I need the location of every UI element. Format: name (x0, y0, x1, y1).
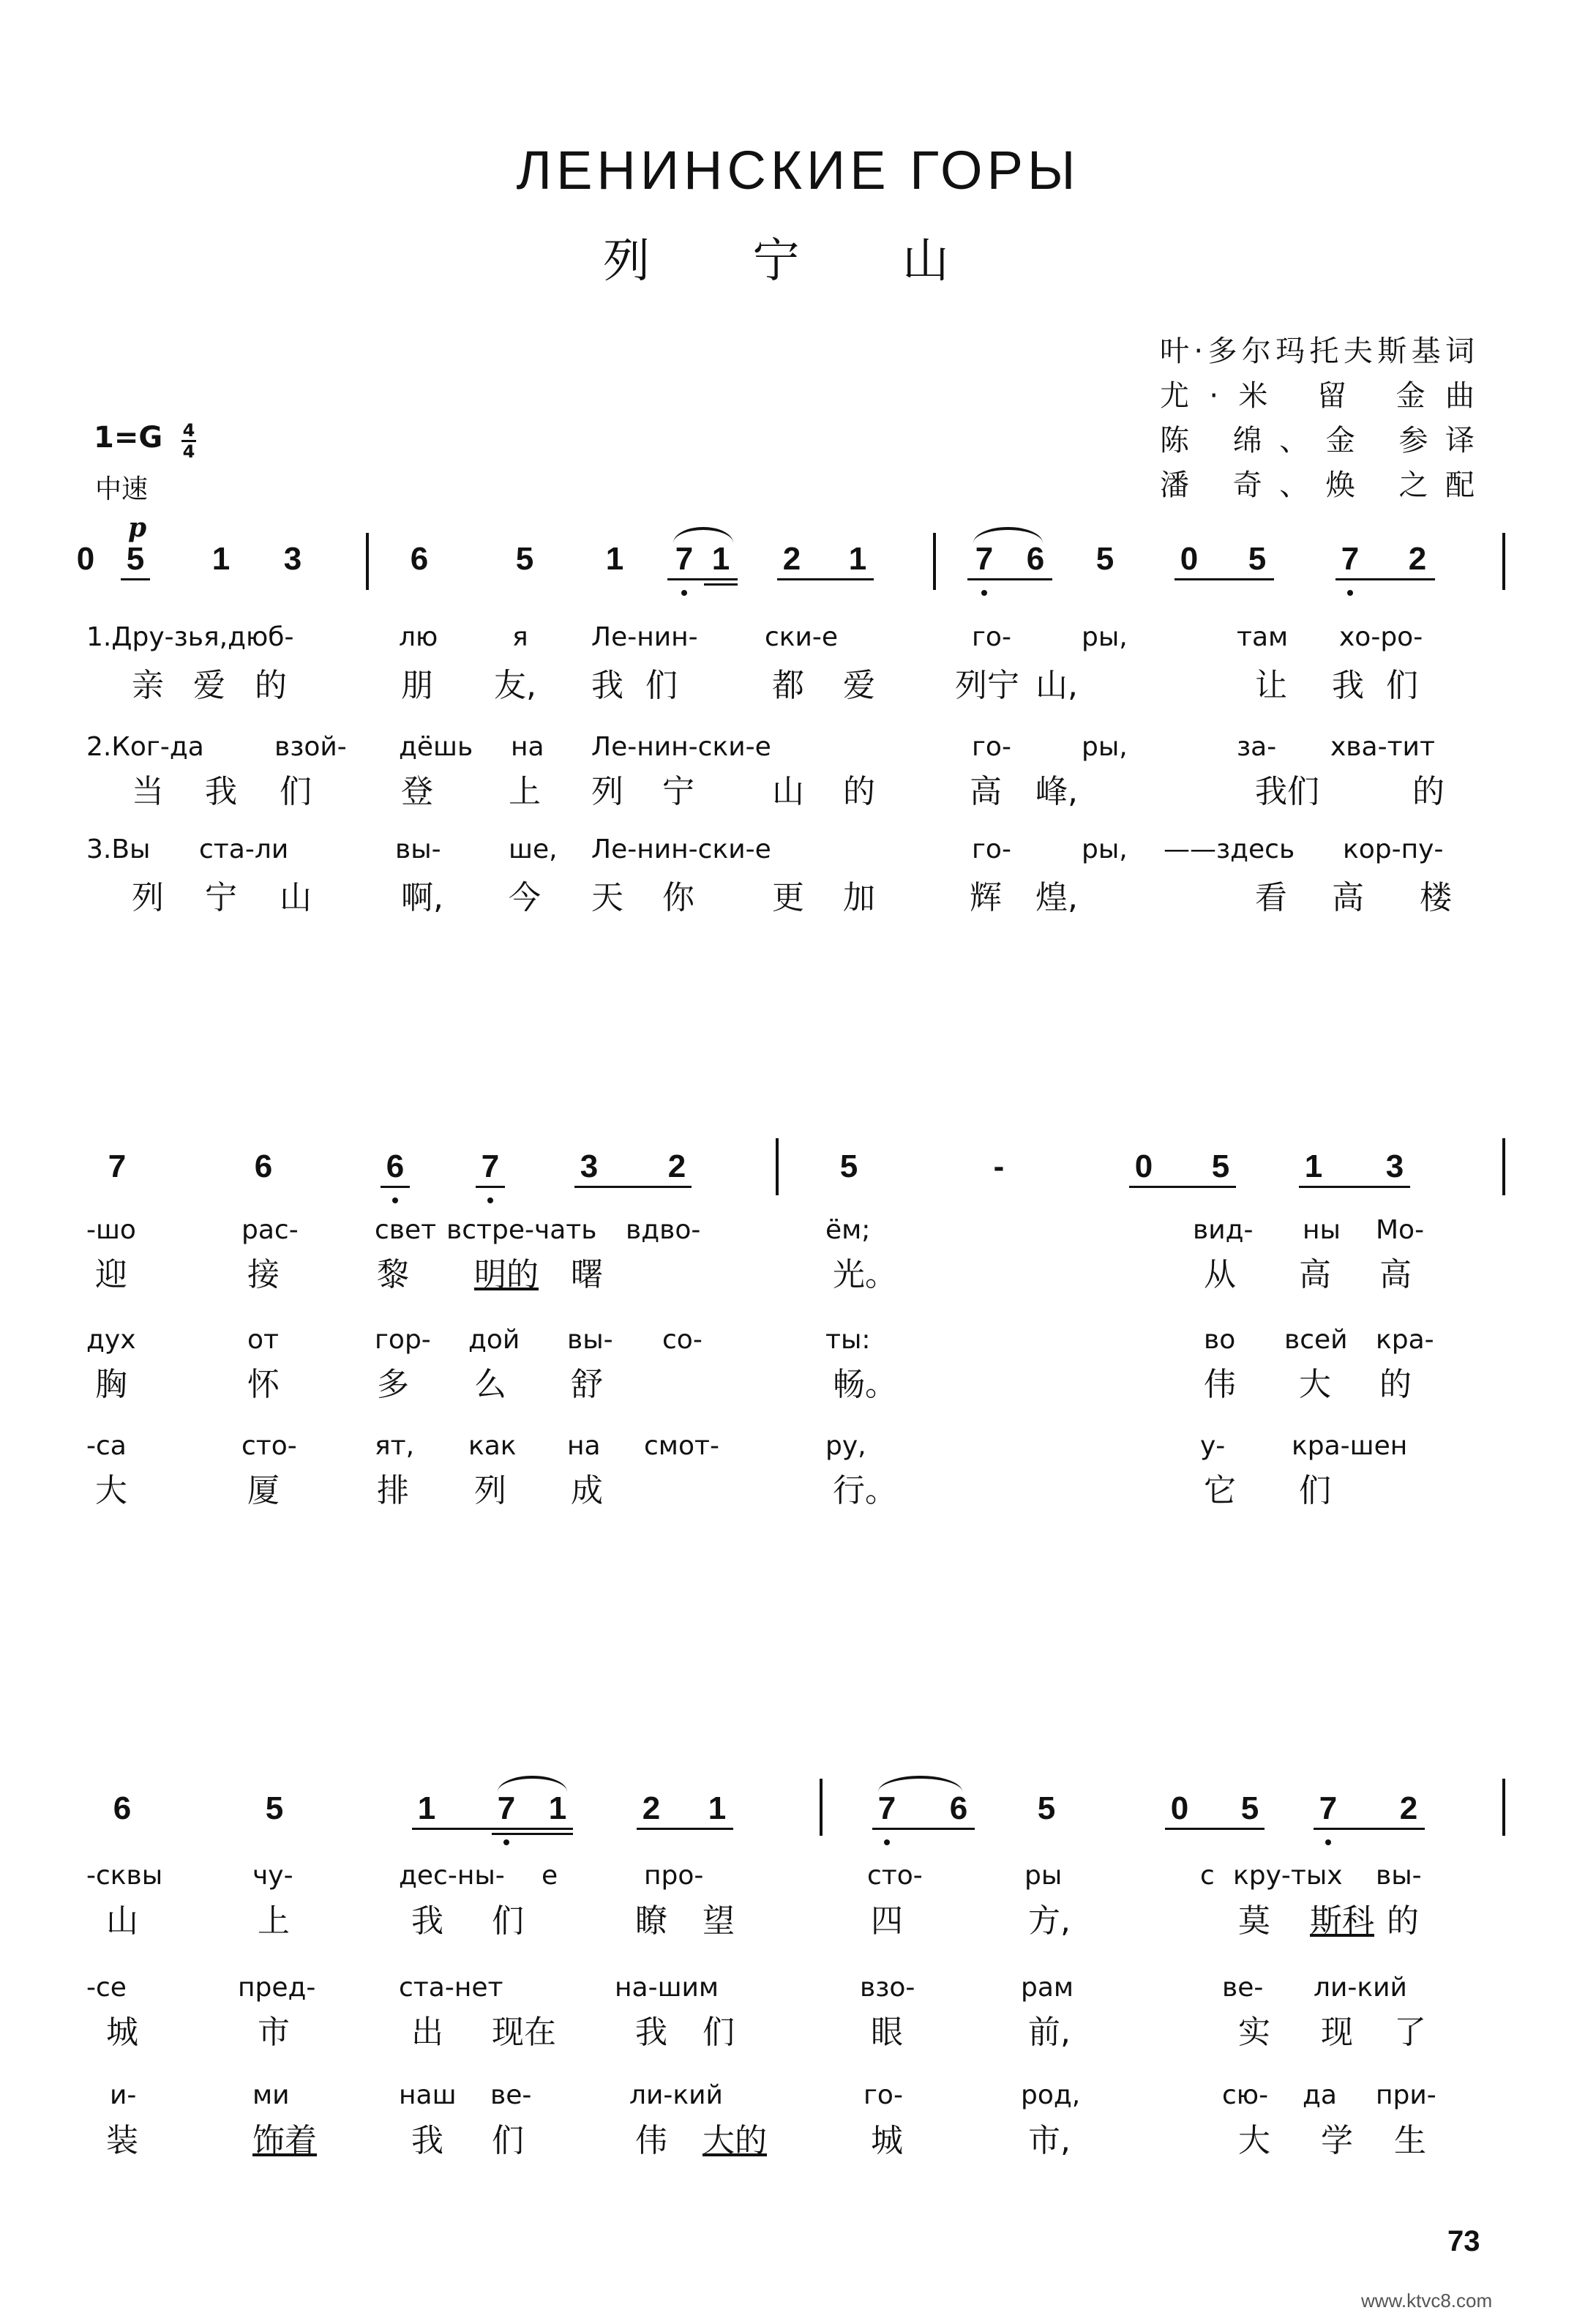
note: 6 (113, 1790, 132, 1826)
lyric-ru: ста-нет (399, 1973, 503, 2003)
note: 5 (1240, 1790, 1259, 1826)
lyric-ru: ры, (1082, 834, 1128, 864)
note: 2 (1399, 1790, 1418, 1826)
credits (1160, 329, 1475, 508)
lyric-cn: 啊, (401, 879, 443, 916)
lyric-cn: 峰, (1035, 773, 1078, 810)
lyric-cn: 多 (377, 1366, 409, 1403)
lyric-ru: го- (972, 834, 1011, 864)
lyric-cn: 更 (772, 879, 804, 916)
lyric-cn: 看 (1255, 879, 1287, 916)
lyric-ru: ве- (490, 2080, 532, 2110)
note: 5 (839, 1148, 858, 1184)
lyric-cn: 我 (411, 2122, 443, 2159)
lyric-cn: 城 (106, 2014, 138, 2051)
note: 1 (1304, 1148, 1323, 1184)
lyric-ru: со- (662, 1325, 703, 1355)
note: 1 (708, 1790, 727, 1826)
lyric-ru: чу- (252, 1861, 293, 1891)
lyric-cn: 舒 (571, 1366, 603, 1403)
lyric-cn: 让 (1255, 667, 1287, 704)
lyric-ru: 2.Ког-да (86, 732, 204, 762)
lyric-ru: да (1303, 2080, 1337, 2110)
lyric-cn: 我们 (1332, 667, 1440, 704)
note: 3 (1385, 1148, 1404, 1184)
lyric-cn: 们 (1299, 1472, 1331, 1509)
lyric-cn: 眼 (871, 2014, 903, 2051)
note: - (993, 1148, 1005, 1184)
lyric-ru: Мо- (1376, 1215, 1425, 1245)
note: 5 (1095, 541, 1114, 577)
lyric-ru: кра- (1376, 1325, 1434, 1355)
lyric-ru: вид- (1193, 1215, 1254, 1245)
lyric-ru: на-шим (615, 1973, 719, 2003)
lyric-cn: 么 (474, 1366, 506, 1403)
lyric-cn: 我 (205, 773, 237, 810)
barline (1502, 1138, 1505, 1195)
title-chinese: 列 宁 山 (603, 234, 993, 288)
lyric-cn: 怀 (247, 1366, 280, 1403)
note: 6 (254, 1148, 273, 1184)
lyric-ru: вы- (1376, 1861, 1422, 1891)
note: 7 (1341, 541, 1360, 577)
lyric-ru: и- (110, 2080, 137, 2110)
lyric-cn: 了 (1394, 2014, 1426, 2051)
lyric-ru: ны (1303, 1215, 1341, 1245)
lyric-cn: 列 (132, 879, 164, 916)
lyric-cn: 大 (95, 1472, 127, 1509)
lyric-cn: 们 (492, 1902, 524, 1940)
lyric-ru: сто- (241, 1431, 297, 1461)
lyric-ru: вы- (567, 1325, 613, 1355)
barline (1502, 1779, 1505, 1836)
lyric-ru: лю (399, 622, 438, 652)
lyric-ru: взо- (860, 1973, 915, 2003)
lyric-cn: 饰着 (252, 2122, 317, 2159)
lyric-ru: рас- (241, 1215, 299, 1245)
note: 2 (642, 1790, 661, 1826)
lyric-cn: 畅。 (833, 1366, 897, 1403)
lyric-ru: взой- (274, 732, 347, 762)
lyric-cn: 加 (843, 879, 875, 916)
lyric-cn: 宁 (662, 773, 694, 810)
lyric-cn: 你 (662, 879, 694, 916)
lyric-cn: 友, (494, 667, 536, 704)
lyric-cn: 学 (1321, 2122, 1353, 2159)
lyric-cn: 高 (1299, 1256, 1331, 1293)
lyric-ru: ру, (825, 1431, 866, 1461)
credit-translators: 陈 绵、金 参译 (1160, 424, 1475, 457)
barline (933, 533, 936, 590)
lyric-cn: 大的 (703, 2122, 767, 2159)
title-russian: ЛЕНИНСКИЕ ГОРЫ (516, 140, 1080, 201)
lyric-ru: ли-кий (629, 2080, 723, 2110)
lyric-ru: ве- (1222, 1973, 1264, 2003)
lyric-ru: свет (375, 1215, 437, 1245)
page-number: 73 (1447, 2225, 1480, 2257)
lyric-ru: е (542, 1861, 558, 1891)
note: 1 (548, 1790, 567, 1826)
note: 5 (1037, 1790, 1056, 1826)
lyric-cn: 成 (571, 1472, 603, 1509)
barline (776, 1138, 779, 1195)
lyric-cn: 黎 (377, 1256, 409, 1293)
note: 6 (1026, 541, 1045, 577)
note: 7 (481, 1148, 500, 1184)
lyric-cn: 莫 (1238, 1902, 1270, 1940)
lyric-cn: 出 (411, 2014, 443, 2051)
lyric-cn: 当 (132, 773, 164, 810)
lyric-ru: ём; (825, 1215, 871, 1245)
lyric-cn: 市, (1028, 2122, 1071, 2159)
note: 1 (848, 541, 867, 577)
lyric-cn: 装 (106, 2122, 138, 2159)
lyric-cn: 接 (247, 1256, 280, 1293)
note: 1 (417, 1790, 436, 1826)
lyric-cn: 大 (1238, 2122, 1270, 2159)
lyric-cn: 实 (1238, 2014, 1270, 2051)
note: 1 (711, 541, 730, 577)
lyric-ru: -се (86, 1973, 127, 2003)
lyric-ru: с (1200, 1861, 1215, 1891)
lyric-cn: 现在 (492, 2014, 556, 2051)
lyric-cn: 望 (703, 1902, 735, 1940)
note: 5 (126, 541, 145, 577)
note: 5 (1248, 541, 1267, 577)
lyric-ru: как (468, 1431, 517, 1461)
lyric-ru: го- (863, 2080, 903, 2110)
lyric-ru: дес-ны- (399, 1861, 505, 1891)
lyric-ru: ят, (375, 1431, 415, 1461)
watermark: www.ktvc8.com (1361, 2290, 1493, 2312)
barline (1502, 533, 1505, 590)
lyric-ru: ста-ли (199, 834, 289, 864)
lyric-cn: 厦 (247, 1472, 280, 1509)
lyric-ru: Ле-нин- (591, 622, 698, 652)
lyric-cn: 前, (1028, 2014, 1071, 2051)
lyric-cn: 我 (635, 2014, 667, 2051)
lyric-ru: на (511, 732, 544, 762)
lyric-ru: на (567, 1431, 601, 1461)
lyric-cn: 亲爱的 (132, 667, 316, 704)
lyric-cn: 它 (1204, 1472, 1236, 1509)
lyric-ru: дой (468, 1325, 520, 1355)
credit-lyricist: 叶·多尔玛托夫斯基词 (1160, 335, 1475, 368)
lyric-ru: пред- (238, 1973, 316, 2003)
lyric-ru: го- (972, 622, 1011, 652)
time-signature (181, 422, 196, 460)
credit-arrangers: 潘 奇、焕 之配 (1160, 468, 1475, 502)
lyric-ru: сю- (1222, 2080, 1269, 2110)
lyric-ru: Ле-нин-ски-е (591, 834, 771, 864)
lyric-cn: 上 (509, 773, 541, 810)
lyric-cn: 的 (1379, 1366, 1412, 1403)
lyric-cn: 我 (411, 1902, 443, 1940)
lyric-cn: 城 (871, 2122, 903, 2159)
time-sig-top: 4 (182, 420, 195, 441)
lyric-cn: 瞭 (635, 1902, 667, 1940)
lyric-ru: сто- (867, 1861, 923, 1891)
lyric-ru: 1.Дру-зья,дюб- (86, 622, 294, 652)
lyric-ru: кор-пу- (1343, 834, 1444, 864)
time-sig-bottom: 4 (182, 441, 195, 462)
lyric-ru: 3.Вы (86, 834, 151, 864)
lyric-ru: Ле-нин-ски-е (591, 732, 771, 762)
lyric-ru: ски-е (765, 622, 839, 652)
lyric-cn: 登 (401, 773, 433, 810)
lyric-cn: 山 (106, 1902, 138, 1940)
lyric-cn: 四 (871, 1902, 903, 1940)
note: 2 (782, 541, 801, 577)
lyric-cn: 迎 (95, 1256, 127, 1293)
lyric-cn: 们 (492, 2122, 524, 2159)
note: 2 (1408, 541, 1427, 577)
lyric-ru: род, (1021, 2080, 1081, 2110)
lyric-cn: 们 (280, 773, 312, 810)
lyric-ru: -сквы (86, 1861, 163, 1891)
lyric-ru: встре-чать (446, 1215, 597, 1245)
lyric-ru: про- (644, 1861, 704, 1891)
lyric-ru: я (512, 622, 528, 652)
lyric-cn: 辉 (970, 879, 1002, 916)
lyric-cn: 行。 (833, 1472, 897, 1509)
lyric-cn: 的 (1412, 773, 1445, 810)
lyric-cn: 煌, (1035, 879, 1078, 916)
note: 7 (497, 1790, 516, 1826)
credit-composer: 尤·米 留 金曲 (1160, 379, 1475, 413)
lyric-cn: 都 (772, 667, 804, 704)
lyric-ru: -шо (86, 1215, 136, 1245)
lyric-cn: 宁 (205, 879, 237, 916)
lyric-ru: го- (972, 732, 1011, 762)
lyric-ru: -са (86, 1431, 127, 1461)
lyric-cn: 列 (474, 1472, 506, 1509)
lyric-cn: 高 (1379, 1256, 1412, 1293)
note: 0 (1180, 541, 1199, 577)
lyric-cn: 市 (258, 2014, 290, 2051)
note: 0 (1170, 1790, 1189, 1826)
lyric-cn: 山, (1035, 667, 1078, 704)
note: 0 (76, 541, 95, 577)
lyric-ru: хо-ро- (1339, 622, 1423, 652)
lyric-ru: гор- (375, 1325, 431, 1355)
barline (366, 533, 369, 590)
note: 5 (1211, 1148, 1230, 1184)
note: 7 (877, 1790, 896, 1826)
lyric-ru: наш (399, 2080, 457, 2110)
lyric-ru: рам (1021, 1973, 1074, 2003)
lyric-ru: смот- (644, 1431, 719, 1461)
lyric-cn: 斯科 (1310, 1902, 1374, 1940)
lyric-cn: 天 (591, 879, 623, 916)
lyric-ru: дух (86, 1325, 136, 1355)
lyric-ru: от (247, 1325, 279, 1355)
lyric-ru: ми (252, 2080, 290, 2110)
note: 7 (108, 1148, 127, 1184)
lyric-cn: 方, (1028, 1902, 1071, 1940)
lyric-cn: 高 (970, 773, 1002, 810)
lyric-ru: ры, (1082, 732, 1128, 762)
lyric-cn: 我们 (591, 667, 700, 704)
lyric-ru: ры (1024, 1861, 1063, 1891)
note: 3 (580, 1148, 599, 1184)
lyric-cn: 伟 (635, 2122, 667, 2159)
lyric-cn: 曙 (571, 1256, 603, 1293)
lyric-cn: 楼 (1420, 879, 1452, 916)
barline (820, 1779, 823, 1836)
lyric-cn: 朋 (401, 667, 433, 704)
lyric-ru: кра-шен (1292, 1431, 1408, 1461)
note: 0 (1134, 1148, 1153, 1184)
lyric-cn: 今 (509, 879, 541, 916)
lyric-cn: 爱 (843, 667, 875, 704)
lyric-ru: хва-тит (1330, 732, 1435, 762)
lyric-cn: 高 (1332, 879, 1364, 916)
lyric-cn: 列宁 (955, 667, 1019, 704)
lyric-cn: 山 (772, 773, 804, 810)
lyric-cn: 明的 (474, 1256, 539, 1293)
lyric-ru: ше, (509, 834, 558, 864)
lyric-ru: дёшь (399, 732, 473, 762)
lyric-ru: вы- (395, 834, 441, 864)
note: 1 (211, 541, 231, 577)
lyric-ru: всей (1284, 1325, 1348, 1355)
lyric-cn: 们 (703, 2014, 735, 2051)
lyric-cn: 列 (591, 773, 623, 810)
note: 1 (605, 541, 624, 577)
lyric-ru: ——здесь (1164, 834, 1295, 864)
note: 6 (949, 1790, 968, 1826)
dynamic-marking: p (128, 512, 147, 543)
lyric-cn: 的 (843, 773, 875, 810)
lyric-ru: во (1204, 1325, 1236, 1355)
lyric-ru: за- (1237, 732, 1277, 762)
lyric-ru: ты: (825, 1325, 871, 1355)
lyric-ru: при- (1376, 2080, 1436, 2110)
note: 2 (667, 1148, 686, 1184)
lyric-cn: 伟 (1204, 1366, 1236, 1403)
lyric-cn: 排 (377, 1472, 409, 1509)
lyric-cn: 现 (1321, 2014, 1353, 2051)
lyric-cn: 的 (1387, 1902, 1419, 1940)
note: 7 (675, 541, 694, 577)
lyric-ru: там (1237, 622, 1289, 652)
lyric-ru: ры, (1082, 622, 1128, 652)
lyric-ru: у- (1200, 1431, 1226, 1461)
key-signature: 1=G (94, 421, 163, 455)
lyric-cn: 我们 (1255, 773, 1319, 810)
lyric-cn: 大 (1299, 1366, 1331, 1403)
note: 5 (515, 541, 534, 577)
lyric-cn: 从 (1204, 1256, 1236, 1293)
lyric-ru: вдво- (626, 1215, 701, 1245)
lyric-cn: 胸 (95, 1366, 127, 1403)
note: 7 (1319, 1790, 1338, 1826)
tempo-marking: 中速 (95, 474, 149, 504)
lyric-ru: ли-кий (1314, 1973, 1407, 2003)
lyric-cn: 上 (258, 1902, 290, 1940)
note: 6 (386, 1148, 405, 1184)
note: 7 (975, 541, 994, 577)
note: 3 (283, 541, 302, 577)
note: 5 (265, 1790, 284, 1826)
lyric-cn: 生 (1394, 2122, 1426, 2159)
lyric-ru: кру-тых (1233, 1861, 1343, 1891)
note: 6 (410, 541, 429, 577)
lyric-cn: 光。 (833, 1256, 897, 1293)
lyric-cn: 山 (280, 879, 312, 916)
